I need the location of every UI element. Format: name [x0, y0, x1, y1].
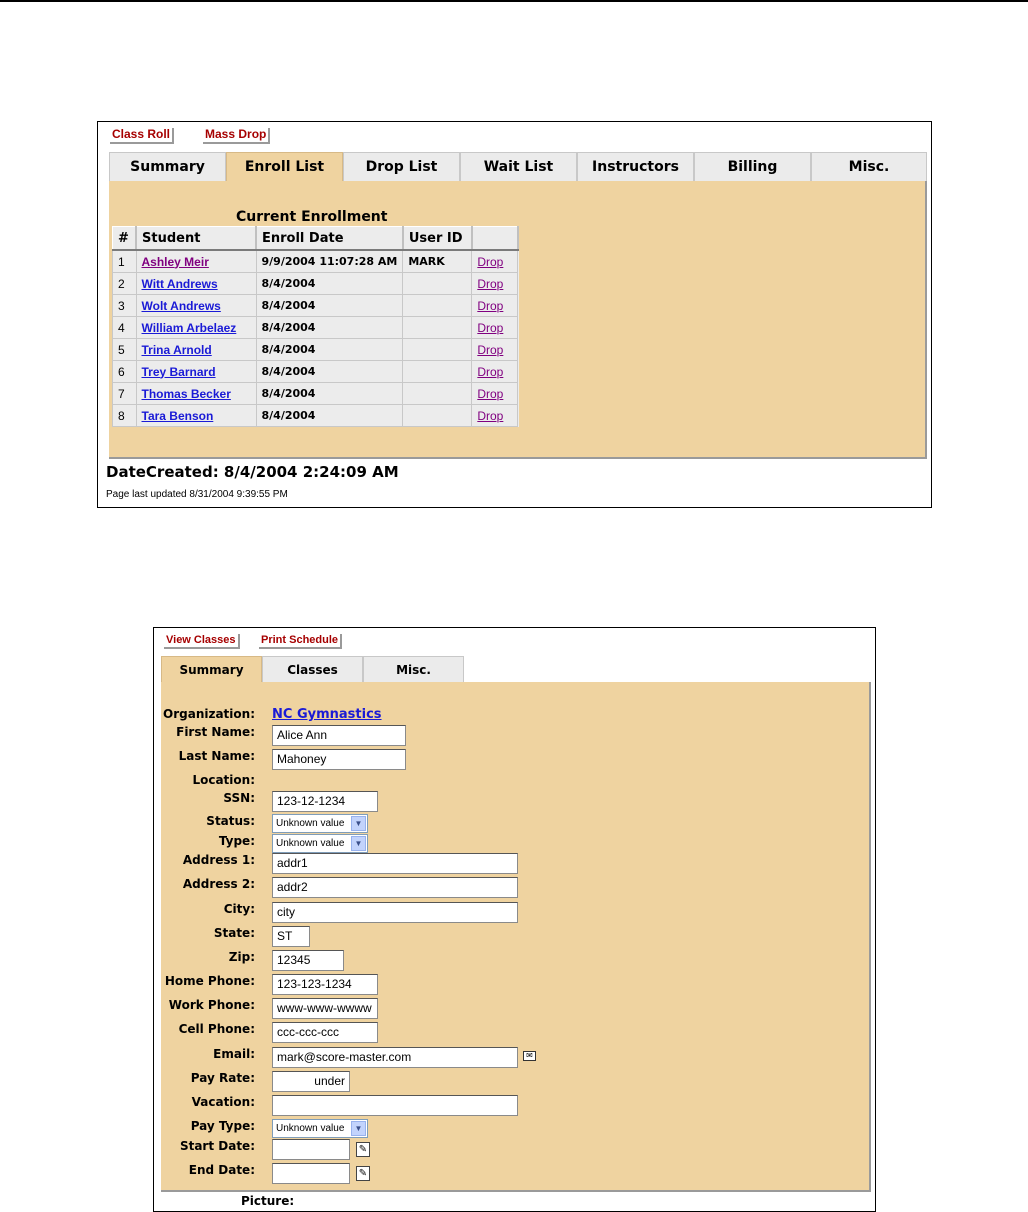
- enroll-date: 8/4/2004: [256, 339, 403, 361]
- student-link[interactable]: Witt Andrews: [141, 276, 218, 291]
- cell-phone-input[interactable]: ccc-ccc-ccc: [272, 1022, 378, 1043]
- first-name-row: [161, 725, 861, 747]
- address2-input[interactable]: addr2: [272, 877, 518, 898]
- enroll-date: 8/4/2004: [256, 317, 403, 339]
- view-classes-button[interactable]: View Classes: [164, 634, 240, 649]
- user-id: MARK: [403, 250, 472, 273]
- city-row: [161, 902, 861, 924]
- calendar-icon[interactable]: ✎: [356, 1142, 370, 1157]
- tab-misc[interactable]: Misc.: [363, 656, 464, 682]
- drop-link[interactable]: Drop: [477, 408, 504, 423]
- student-link[interactable]: William Arbelaez: [141, 320, 237, 335]
- tab-classes[interactable]: Classes: [262, 656, 363, 682]
- person-panel: [153, 627, 876, 1212]
- drop-link[interactable]: Drop: [477, 276, 504, 291]
- row-number: 6: [113, 361, 137, 383]
- status-label: Status:: [206, 814, 255, 828]
- ssn-label: SSN:: [223, 791, 255, 805]
- tab-billing[interactable]: Billing: [694, 152, 811, 181]
- ssn-row: [161, 791, 861, 813]
- first-name-input[interactable]: Alice Ann: [272, 725, 406, 746]
- table-row: [113, 317, 518, 339]
- row-number: 7: [113, 383, 137, 405]
- drop-link[interactable]: Drop: [477, 254, 504, 269]
- drop-link[interactable]: Drop: [477, 386, 504, 401]
- cell-phone-row: [161, 1022, 861, 1044]
- top-rule: [0, 0, 1028, 2]
- drop-link[interactable]: Drop: [477, 364, 504, 379]
- picture-label: Picture:: [241, 1194, 295, 1208]
- column-header-number: #: [113, 227, 137, 251]
- city-input[interactable]: city: [272, 902, 518, 923]
- state-label: State:: [213, 926, 255, 940]
- table-header-row: [113, 227, 518, 251]
- home-phone-label: Home Phone:: [164, 974, 255, 988]
- vacation-label: Vacation:: [191, 1095, 255, 1109]
- drop-link[interactable]: Drop: [477, 320, 504, 335]
- student-link[interactable]: Tara Benson: [141, 408, 214, 423]
- address1-input[interactable]: addr1: [272, 853, 518, 874]
- end-date-input[interactable]: [272, 1163, 350, 1184]
- zip-input[interactable]: 12345: [272, 950, 344, 971]
- row-number: 5: [113, 339, 137, 361]
- summary-content: [161, 682, 871, 1192]
- status-select[interactable]: [272, 814, 368, 833]
- date-created: DateCreated: 8/4/2004 2:24:09 AM: [106, 463, 399, 481]
- pay-type-row: [161, 1119, 861, 1141]
- user-id: [403, 317, 472, 339]
- pay-rate-input[interactable]: under: [272, 1071, 350, 1092]
- tab-summary[interactable]: Summary: [161, 656, 262, 682]
- calendar-icon[interactable]: ✎: [356, 1166, 370, 1181]
- table-row: [113, 339, 518, 361]
- end-date-row: [161, 1163, 861, 1185]
- enrollment-table: [112, 226, 519, 427]
- drop-link[interactable]: Drop: [477, 342, 504, 357]
- chevron-down-icon[interactable]: ▼: [351, 816, 366, 831]
- print-schedule-button[interactable]: Print Schedule: [259, 634, 342, 649]
- start-date-input[interactable]: [272, 1139, 350, 1160]
- table-row: [113, 361, 518, 383]
- user-id: [403, 361, 472, 383]
- state-row: [161, 926, 861, 948]
- student-link[interactable]: Trey Barnard: [141, 364, 216, 379]
- user-id: [403, 273, 472, 295]
- row-number: 8: [113, 405, 137, 427]
- column-header-user-id: User ID: [403, 227, 472, 251]
- row-number: 4: [113, 317, 137, 339]
- pay-type-label: Pay Type:: [190, 1119, 255, 1133]
- enroll-date: 8/4/2004: [256, 273, 403, 295]
- drop-link[interactable]: Drop: [477, 298, 504, 313]
- column-header-student: Student: [136, 227, 256, 251]
- organization-link[interactable]: NC Gymnastics: [272, 707, 382, 722]
- column-header-action: [472, 227, 518, 251]
- last-name-row: [161, 749, 861, 771]
- ssn-input[interactable]: 123-12-1234: [272, 791, 378, 812]
- work-phone-row: [161, 998, 861, 1020]
- envelope-icon[interactable]: ✉: [523, 1051, 536, 1061]
- enroll-list-content: [109, 181, 927, 459]
- chevron-down-icon[interactable]: ▼: [351, 1121, 366, 1136]
- enroll-date: [256, 250, 403, 273]
- pay-rate-row: [161, 1071, 861, 1093]
- work-phone-label: Work Phone:: [168, 998, 255, 1012]
- enroll-date: 8/4/2004: [256, 405, 403, 427]
- enroll-date: 8/4/2004: [256, 295, 403, 317]
- end-date-label: End Date:: [188, 1163, 255, 1177]
- home-phone-input[interactable]: 123-123-1234: [272, 974, 378, 995]
- class-roll-button[interactable]: Class Roll: [110, 128, 174, 144]
- work-phone-input[interactable]: www-www-wwww: [272, 998, 378, 1019]
- tab-misc[interactable]: Misc.: [811, 152, 927, 181]
- tab-drop-list[interactable]: Drop List: [343, 152, 460, 181]
- last-name-input[interactable]: Mahoney: [272, 749, 406, 770]
- table-row: [113, 295, 518, 317]
- address2-label: Address 2:: [182, 877, 255, 891]
- student-link[interactable]: Trina Arnold: [141, 342, 212, 357]
- table-row: [113, 405, 518, 427]
- row-number: 3: [113, 295, 137, 317]
- zip-row: [161, 950, 861, 972]
- tab-wait-list[interactable]: Wait List: [460, 152, 577, 181]
- location-label: Location:: [192, 773, 255, 787]
- table-caption: Current Enrollment: [236, 209, 388, 225]
- start-date-label: Start Date:: [179, 1139, 255, 1153]
- status-select-value: Unknown value: [276, 818, 345, 829]
- enrollment-panel: [97, 121, 932, 508]
- table-row: [113, 273, 518, 295]
- student-link[interactable]: Thomas Becker: [141, 386, 231, 401]
- row-number: 1: [113, 250, 137, 273]
- user-id: [403, 405, 472, 427]
- type-select[interactable]: [272, 834, 368, 853]
- table-row: [113, 383, 518, 405]
- first-name-label: First Name:: [176, 725, 255, 739]
- zip-label: Zip:: [228, 950, 255, 964]
- address2-row: [161, 877, 861, 899]
- mass-drop-button[interactable]: Mass Drop: [203, 128, 270, 144]
- type-label: Type:: [218, 834, 255, 848]
- enroll-date-time: 11:07:28 AM: [319, 255, 398, 268]
- student-link[interactable]: Wolt Andrews: [141, 298, 221, 313]
- enroll-date: 8/4/2004: [256, 383, 403, 405]
- start-date-row: [161, 1139, 861, 1161]
- pay-rate-label: Pay Rate:: [190, 1071, 255, 1085]
- row-number: 2: [113, 273, 137, 295]
- state-input[interactable]: ST: [272, 926, 310, 947]
- organization-label: Organization:: [163, 707, 255, 721]
- cell-phone-label: Cell Phone:: [178, 1022, 255, 1036]
- pay-type-select-value: Unknown value: [276, 1123, 345, 1134]
- chevron-down-icon[interactable]: ▼: [351, 836, 366, 851]
- vacation-input[interactable]: [272, 1095, 518, 1116]
- pay-type-select[interactable]: [272, 1119, 368, 1138]
- table-row: [113, 250, 518, 273]
- tab-enroll-list[interactable]: Enroll List: [226, 152, 343, 181]
- enroll-date-day: 9/9/2004: [261, 255, 316, 268]
- city-label: City:: [223, 902, 255, 916]
- user-id: [403, 295, 472, 317]
- user-id: [403, 383, 472, 405]
- tab-summary[interactable]: Summary: [109, 152, 226, 181]
- column-header-enroll-date: Enroll Date: [256, 227, 403, 251]
- email-input[interactable]: mark@score-master.com: [272, 1047, 518, 1068]
- email-label: Email:: [213, 1047, 255, 1061]
- enroll-date: 8/4/2004: [256, 361, 403, 383]
- last-updated: Page last updated 8/31/2004 9:39:55 PM: [106, 489, 288, 500]
- address1-label: Address 1:: [182, 853, 255, 867]
- tab-instructors[interactable]: Instructors: [577, 152, 694, 181]
- status-row: [161, 814, 861, 836]
- vacation-row: [161, 1095, 861, 1117]
- user-id: [403, 339, 472, 361]
- student-link[interactable]: Ashley Meir: [141, 254, 209, 269]
- address1-row: [161, 853, 861, 875]
- last-name-label: Last Name:: [178, 749, 255, 763]
- type-select-value: Unknown value: [276, 838, 345, 849]
- email-row: [161, 1047, 861, 1069]
- home-phone-row: [161, 974, 861, 996]
